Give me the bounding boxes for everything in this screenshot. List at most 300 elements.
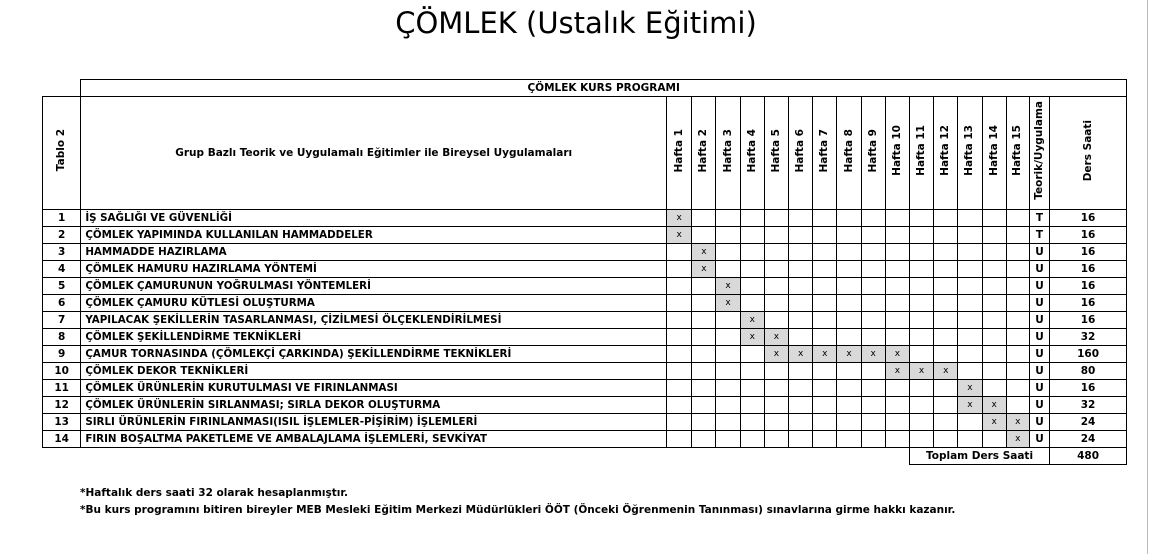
week-cell — [716, 312, 740, 329]
week-cell — [789, 210, 813, 227]
row-number: 9 — [43, 346, 81, 363]
row-type: U — [1029, 329, 1049, 346]
row-hours: 24 — [1050, 414, 1127, 431]
week-header-13 — [958, 97, 982, 210]
week-cell — [934, 295, 958, 312]
week-header-14 — [982, 97, 1006, 210]
week-cell — [813, 244, 837, 261]
week-cell — [909, 295, 933, 312]
table-row — [43, 312, 1127, 329]
row-type: U — [1029, 346, 1049, 363]
week-cell — [909, 397, 933, 414]
week-cell — [837, 397, 861, 414]
table-row — [43, 431, 1127, 448]
week-cell — [667, 261, 692, 278]
table-row — [43, 414, 1127, 431]
row-type: U — [1029, 380, 1049, 397]
week-cell — [885, 414, 909, 431]
week-cell — [716, 363, 740, 380]
row-number: 6 — [43, 295, 81, 312]
row-type: T — [1029, 227, 1049, 244]
week-header-label: Hafta 11 — [915, 125, 928, 176]
table-row — [43, 346, 1127, 363]
week-cell — [692, 380, 716, 397]
row-topic: İŞ SAĞLIĞI VE GÜVENLİĞİ — [81, 210, 667, 227]
week-mark: x — [958, 397, 982, 414]
week-cell — [934, 397, 958, 414]
week-cell — [764, 278, 788, 295]
week-mark: x — [837, 346, 861, 363]
week-cell — [861, 431, 885, 448]
week-cell — [958, 278, 982, 295]
week-cell — [837, 380, 861, 397]
week-cell — [740, 363, 764, 380]
tablo-label: Tablo 2 — [55, 129, 68, 172]
row-hours: 160 — [1050, 346, 1127, 363]
week-mark: x — [716, 278, 740, 295]
week-header-4 — [740, 97, 764, 210]
week-cell — [813, 363, 837, 380]
week-cell — [667, 329, 692, 346]
week-cell — [958, 261, 982, 278]
row-hours: 16 — [1050, 227, 1127, 244]
week-cell — [692, 363, 716, 380]
row-topic: ÇÖMLEK ÇAMURU KÜTLESİ OLUŞTURMA — [81, 295, 667, 312]
week-cell — [764, 261, 788, 278]
week-cell — [1006, 261, 1029, 278]
week-cell — [764, 431, 788, 448]
week-cell — [958, 363, 982, 380]
week-header-5 — [764, 97, 788, 210]
week-cell — [1006, 227, 1029, 244]
week-cell — [837, 329, 861, 346]
week-cell — [716, 346, 740, 363]
week-header-label: Hafta 6 — [794, 128, 807, 173]
week-header-9 — [861, 97, 885, 210]
table-row — [43, 380, 1127, 397]
total-row-blank — [43, 448, 910, 465]
week-cell — [789, 380, 813, 397]
week-cell — [861, 380, 885, 397]
week-cell — [764, 397, 788, 414]
type-header — [1029, 97, 1049, 210]
week-cell — [692, 312, 716, 329]
table-row — [43, 363, 1127, 380]
week-cell — [934, 244, 958, 261]
week-cell — [692, 346, 716, 363]
week-cell — [861, 227, 885, 244]
week-mark: x — [982, 414, 1006, 431]
week-header-label: Hafta 15 — [1011, 125, 1024, 176]
program-title: ÇÖMLEK KURS PROGRAMI — [81, 80, 1127, 97]
week-cell — [764, 244, 788, 261]
row-number: 1 — [43, 210, 81, 227]
row-topic: ÇÖMLEK ŞEKİLLENDİRME TEKNİKLERİ — [81, 329, 667, 346]
week-header-6 — [789, 97, 813, 210]
row-type: T — [1029, 210, 1049, 227]
week-mark: x — [958, 380, 982, 397]
week-header-7 — [813, 97, 837, 210]
week-header-label: Hafta 7 — [818, 128, 831, 173]
week-cell — [789, 414, 813, 431]
week-cell — [716, 261, 740, 278]
week-cell — [1006, 346, 1029, 363]
row-hours: 16 — [1050, 278, 1127, 295]
week-cell — [861, 414, 885, 431]
week-cell — [789, 329, 813, 346]
week-cell — [909, 329, 933, 346]
week-cell — [885, 380, 909, 397]
week-cell — [934, 227, 958, 244]
week-mark: x — [885, 346, 909, 363]
total-label: Toplam Ders Saati — [909, 448, 1049, 465]
week-cell — [1006, 278, 1029, 295]
row-hours: 16 — [1050, 380, 1127, 397]
week-cell — [692, 278, 716, 295]
row-topic: ÇÖMLEK ÇAMURUNUN YOĞRULMASI YÖNTEMLERİ — [81, 278, 667, 295]
row-topic: ÇAMUR TORNASINDA (ÇÖMLEKÇİ ÇARKINDA) ŞEKİLLENDİRME TEKNİKLERİ — [81, 346, 667, 363]
week-mark: x — [667, 227, 692, 244]
week-cell — [982, 278, 1006, 295]
week-cell — [813, 380, 837, 397]
row-topic: ÇÖMLEK ÜRÜNLERİN SIRLANMASI; SIRLA DEKOR OLUŞTURMA — [81, 397, 667, 414]
week-cell — [958, 312, 982, 329]
week-cell — [861, 244, 885, 261]
week-mark: x — [764, 329, 788, 346]
row-number: 5 — [43, 278, 81, 295]
week-cell — [909, 227, 933, 244]
week-cell — [885, 244, 909, 261]
week-cell — [667, 414, 692, 431]
page-title: ÇÖMLEK (Ustalık Eğitimi) — [395, 6, 757, 40]
week-cell — [958, 346, 982, 363]
week-header-label: Hafta 4 — [745, 128, 758, 173]
row-hours: 16 — [1050, 244, 1127, 261]
footnotes — [80, 485, 955, 519]
week-cell — [813, 414, 837, 431]
week-cell — [667, 295, 692, 312]
week-header-label: Hafta 9 — [866, 128, 879, 173]
row-topic: SIRLI ÜRÜNLERİN FIRINLANMASI(ISIL İŞLEMLER-PİŞİRİM) İŞLEMLERİ — [81, 414, 667, 431]
total-row — [43, 448, 1127, 465]
week-cell — [982, 431, 1006, 448]
week-cell — [740, 346, 764, 363]
week-cell — [982, 261, 1006, 278]
week-cell — [813, 312, 837, 329]
row-number: 2 — [43, 227, 81, 244]
week-cell — [740, 431, 764, 448]
week-cell — [740, 397, 764, 414]
week-header-12 — [934, 97, 958, 210]
week-cell — [934, 210, 958, 227]
week-cell — [667, 278, 692, 295]
week-mark: x — [934, 363, 958, 380]
week-cell — [740, 261, 764, 278]
row-hours: 32 — [1050, 329, 1127, 346]
week-header-label: Hafta 2 — [697, 128, 710, 173]
week-cell — [692, 210, 716, 227]
week-header-11 — [909, 97, 933, 210]
week-mark: x — [885, 363, 909, 380]
row-topic: ÇÖMLEK DEKOR TEKNİKLERİ — [81, 363, 667, 380]
week-cell — [667, 363, 692, 380]
week-header-label: Hafta 3 — [721, 128, 734, 173]
week-cell — [740, 295, 764, 312]
week-cell — [692, 431, 716, 448]
week-cell — [692, 295, 716, 312]
week-cell — [885, 397, 909, 414]
week-cell — [861, 363, 885, 380]
row-topic: ÇÖMLEK YAPIMINDA KULLANILAN HAMMADDELER — [81, 227, 667, 244]
row-hours: 16 — [1050, 312, 1127, 329]
row-topic: FIRIN BOŞALTMA PAKETLEME VE AMBALAJLAMA İŞLEMLERİ, SEVKİYAT — [81, 431, 667, 448]
row-type: U — [1029, 244, 1049, 261]
table-row — [43, 261, 1127, 278]
week-header-1 — [667, 97, 692, 210]
week-cell — [764, 414, 788, 431]
week-cell — [716, 329, 740, 346]
week-cell — [789, 363, 813, 380]
week-cell — [861, 210, 885, 227]
week-cell — [813, 397, 837, 414]
week-cell — [958, 227, 982, 244]
week-mark: x — [692, 261, 716, 278]
week-cell — [934, 261, 958, 278]
week-cell — [861, 295, 885, 312]
week-cell — [789, 397, 813, 414]
week-cell — [789, 227, 813, 244]
week-mark: x — [1006, 414, 1029, 431]
week-cell — [789, 431, 813, 448]
row-type: U — [1029, 397, 1049, 414]
week-cell — [958, 329, 982, 346]
week-cell — [861, 329, 885, 346]
week-cell — [958, 414, 982, 431]
week-cell — [982, 295, 1006, 312]
week-header-15 — [1006, 97, 1029, 210]
row-number: 10 — [43, 363, 81, 380]
row-type: U — [1029, 278, 1049, 295]
footnote-weekly-hours: *Haftalık ders saati 32 olarak hesaplanmıştır. — [80, 487, 349, 499]
week-cell — [740, 380, 764, 397]
week-cell — [789, 278, 813, 295]
week-mark: x — [982, 397, 1006, 414]
table-row — [43, 295, 1127, 312]
week-mark: x — [861, 346, 885, 363]
row-type: U — [1029, 414, 1049, 431]
week-header-10 — [885, 97, 909, 210]
week-cell — [692, 227, 716, 244]
row-type: U — [1029, 261, 1049, 278]
week-cell — [982, 312, 1006, 329]
week-mark: x — [692, 244, 716, 261]
row-topic: ÇÖMLEK HAMURU HAZIRLAMA YÖNTEMİ — [81, 261, 667, 278]
row-number: 3 — [43, 244, 81, 261]
week-cell — [716, 227, 740, 244]
week-cell — [716, 431, 740, 448]
blank-corner — [43, 80, 81, 97]
week-header-label: Hafta 14 — [987, 125, 1000, 176]
week-cell — [1006, 397, 1029, 414]
week-cell — [909, 278, 933, 295]
row-number: 13 — [43, 414, 81, 431]
week-cell — [982, 329, 1006, 346]
week-cell — [740, 244, 764, 261]
week-mark: x — [740, 312, 764, 329]
row-number: 11 — [43, 380, 81, 397]
week-cell — [982, 380, 1006, 397]
week-cell — [885, 278, 909, 295]
week-header-8 — [837, 97, 861, 210]
week-cell — [813, 210, 837, 227]
week-cell — [934, 278, 958, 295]
row-number: 4 — [43, 261, 81, 278]
row-hours: 32 — [1050, 397, 1127, 414]
week-cell — [837, 363, 861, 380]
week-cell — [813, 329, 837, 346]
week-cell — [1006, 363, 1029, 380]
course-program-table — [42, 79, 1127, 465]
row-type: U — [1029, 431, 1049, 448]
week-cell — [764, 363, 788, 380]
week-cell — [934, 414, 958, 431]
week-cell — [837, 278, 861, 295]
week-header-label: Hafta 1 — [672, 128, 685, 173]
week-cell — [667, 431, 692, 448]
week-cell — [764, 312, 788, 329]
week-cell — [789, 244, 813, 261]
week-cell — [813, 278, 837, 295]
week-cell — [982, 210, 1006, 227]
week-cell — [837, 261, 861, 278]
row-type: U — [1029, 295, 1049, 312]
week-cell — [1006, 312, 1029, 329]
week-cell — [837, 295, 861, 312]
week-cell — [958, 295, 982, 312]
week-cell — [716, 244, 740, 261]
week-cell — [764, 227, 788, 244]
week-cell — [982, 244, 1006, 261]
week-cell — [837, 227, 861, 244]
week-mark: x — [764, 346, 788, 363]
week-cell — [885, 227, 909, 244]
week-cell — [716, 210, 740, 227]
row-number: 14 — [43, 431, 81, 448]
week-cell — [909, 414, 933, 431]
week-cell — [885, 329, 909, 346]
week-cell — [789, 295, 813, 312]
week-cell — [861, 261, 885, 278]
week-cell — [861, 397, 885, 414]
row-hours: 24 — [1050, 431, 1127, 448]
week-mark: x — [667, 210, 692, 227]
week-cell — [692, 329, 716, 346]
week-cell — [982, 227, 1006, 244]
week-cell — [667, 380, 692, 397]
week-cell — [813, 431, 837, 448]
week-header-label: Hafta 10 — [890, 125, 903, 176]
week-cell — [667, 346, 692, 363]
week-cell — [764, 295, 788, 312]
week-cell — [789, 312, 813, 329]
week-cell — [837, 244, 861, 261]
tablo-label-cell — [43, 97, 81, 210]
week-cell — [982, 363, 1006, 380]
week-cell — [885, 431, 909, 448]
week-cell — [813, 261, 837, 278]
row-number: 7 — [43, 312, 81, 329]
week-cell — [885, 295, 909, 312]
week-cell — [909, 380, 933, 397]
week-cell — [885, 261, 909, 278]
row-hours: 80 — [1050, 363, 1127, 380]
week-mark: x — [740, 329, 764, 346]
week-cell — [837, 312, 861, 329]
row-type: U — [1029, 312, 1049, 329]
week-cell — [1006, 329, 1029, 346]
row-type: U — [1029, 363, 1049, 380]
week-cell — [1006, 295, 1029, 312]
week-cell — [716, 380, 740, 397]
week-cell — [861, 312, 885, 329]
week-cell — [885, 210, 909, 227]
hours-header-label: Ders Saati — [1081, 119, 1094, 182]
week-mark: x — [716, 295, 740, 312]
week-cell — [740, 414, 764, 431]
week-cell — [692, 397, 716, 414]
week-header-label: Hafta 12 — [939, 125, 952, 176]
week-header-label: Hafta 13 — [963, 125, 976, 176]
row-topic: HAMMADDE HAZIRLAMA — [81, 244, 667, 261]
week-cell — [909, 431, 933, 448]
row-topic: YAPILACAK ŞEKİLLERİN TASARLANMASI, ÇİZİLMESİ ÖLÇEKLENDİRİLMESİ — [81, 312, 667, 329]
week-mark: x — [789, 346, 813, 363]
table-row — [43, 227, 1127, 244]
week-cell — [909, 210, 933, 227]
week-mark: x — [909, 363, 933, 380]
row-number: 8 — [43, 329, 81, 346]
footnote-ooot: *Bu kurs programını bitiren bireyler MEB Mesleki Eğitim Merkezi Müdürlükleri ÖÖT (Önceki Öğrenmenin Tanınması) sınavlarına girme hakkı kazanır. — [80, 504, 956, 516]
table-row — [43, 210, 1127, 227]
week-cell — [1006, 380, 1029, 397]
main-header: Grup Bazlı Teorik ve Uygulamalı Eğitimler ile Bireysel Uygulamaları — [81, 97, 667, 210]
week-cell — [740, 210, 764, 227]
week-cell — [740, 227, 764, 244]
week-cell — [909, 261, 933, 278]
row-hours: 16 — [1050, 295, 1127, 312]
total-value: 480 — [1050, 448, 1127, 465]
week-cell — [837, 431, 861, 448]
week-cell — [764, 210, 788, 227]
week-cell — [958, 210, 982, 227]
week-cell — [837, 210, 861, 227]
table-row — [43, 278, 1127, 295]
week-cell — [1006, 244, 1029, 261]
week-cell — [909, 346, 933, 363]
week-header-label: Hafta 8 — [842, 128, 855, 173]
week-cell — [1006, 210, 1029, 227]
row-topic: ÇÖMLEK ÜRÜNLERİN KURUTULMASI VE FIRINLANMASI — [81, 380, 667, 397]
week-cell — [789, 261, 813, 278]
week-cell — [813, 295, 837, 312]
week-cell — [909, 244, 933, 261]
week-cell — [667, 244, 692, 261]
table-row — [43, 397, 1127, 414]
page-edge-line — [1147, 0, 1148, 554]
week-cell — [909, 312, 933, 329]
week-cell — [740, 278, 764, 295]
week-cell — [692, 414, 716, 431]
